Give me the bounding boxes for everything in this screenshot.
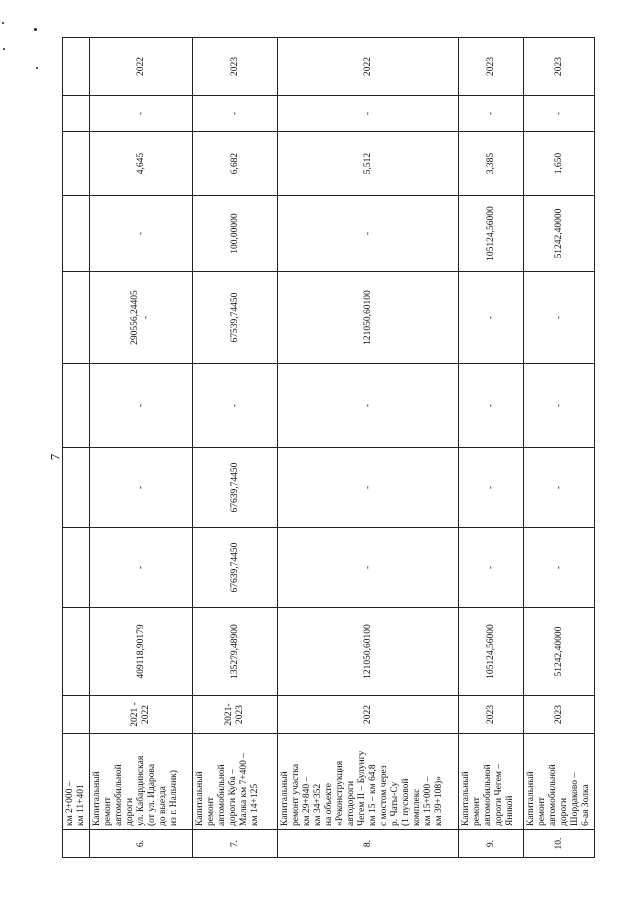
funding-col-4-cell: 121050,60100 <box>278 272 459 364</box>
empty-cell <box>63 196 90 272</box>
scan-speck <box>3 48 5 50</box>
funding-col-4-cell: 67539,74450 <box>193 272 278 364</box>
funding-col-3-cell: - <box>90 364 193 448</box>
length-cell: 5,512 <box>278 132 459 196</box>
funding-col-4-cell: - <box>459 272 524 364</box>
empty-cell <box>63 448 90 528</box>
road-repair-table <box>62 37 595 858</box>
funding-col-1-cell: 67639,74450 <box>193 528 278 608</box>
funding-col-5-cell: - <box>90 196 193 272</box>
table-row-continued <box>63 38 90 858</box>
page-number: 7 <box>47 453 63 461</box>
table-row <box>193 38 278 858</box>
length-cell: 1,650 <box>524 132 595 196</box>
funding-col-1-cell: - <box>459 528 524 608</box>
row-number-cell: 6. <box>90 830 193 858</box>
object-name-cell: Капитальный ремонт автомобильной дороги Куба – Малка км 7+400 – км 14+125 <box>193 734 278 830</box>
funding-col-6-cell: - <box>193 96 278 132</box>
scan-speck <box>36 67 38 69</box>
empty-cell <box>63 696 90 734</box>
row-number-cell: 8. <box>278 830 459 858</box>
length-cell: 4,645 <box>90 132 193 196</box>
completion-year-cell: 2023 <box>459 38 524 96</box>
funding-col-6-cell: - <box>278 96 459 132</box>
funding-col-4-cell: - <box>524 272 595 364</box>
funding-col-3-cell: - <box>278 364 459 448</box>
length-cell: 6,682 <box>193 132 278 196</box>
object-name-cell: Капитальный ремонт автомобильной дороги Шордаково – 6-ая Золка <box>524 734 595 830</box>
completion-year-cell: 2023 <box>193 38 278 96</box>
completion-year-cell: 2022 <box>90 38 193 96</box>
object-name-cell: Капитальный ремонт участка км 29+840 – км 34+352 на объекте «Реконструкция автодороги Чегем II – Булунгу км 15 – км 64,8 с мостом через р. Чаты-Су (1 пусковой комплекс км 15+000 – км 39+108)» <box>278 734 459 830</box>
funding-col-3-cell: - <box>459 364 524 448</box>
funding-col-2-cell: - <box>278 448 459 528</box>
empty-cell <box>63 272 90 364</box>
empty-cell <box>63 364 90 448</box>
period-cell: 2023 <box>459 696 524 734</box>
funding-col-4-cell: 290556,24405 - <box>90 272 193 364</box>
scan-speck <box>2 22 4 24</box>
total-cost-cell: 105124,56000 <box>459 608 524 696</box>
total-cost-cell: 409118,90179 <box>90 608 193 696</box>
row-number-cell: 7. <box>193 830 278 858</box>
object-name-cell: Капитальный ремонт автомобильной дороги ул. Кабардинская (от ул. Идарова до выезда из г. Нальчик) <box>90 734 193 830</box>
empty-cell <box>63 96 90 132</box>
empty-cell <box>63 608 90 696</box>
funding-col-5-cell: - <box>278 196 459 272</box>
funding-col-6-cell: - <box>524 96 595 132</box>
row-number-cell: 9. <box>459 830 524 858</box>
funding-col-1-cell: - <box>524 528 595 608</box>
total-cost-cell: 121050,60100 <box>278 608 459 696</box>
period-cell: 2021 - 2022 <box>90 696 193 734</box>
funding-col-2-cell: 67639,74450 <box>193 448 278 528</box>
empty-cell <box>63 38 90 96</box>
completion-year-cell: 2023 <box>524 38 595 96</box>
funding-col-6-cell: - <box>90 96 193 132</box>
period-cell: 2023 <box>524 696 595 734</box>
empty-cell <box>63 132 90 196</box>
scan-speck <box>34 28 37 31</box>
funding-col-1-cell: - <box>278 528 459 608</box>
object-name-cell: км 2+000 – км 11+401 <box>63 734 90 830</box>
empty-cell <box>63 528 90 608</box>
funding-col-3-cell: - <box>193 364 278 448</box>
funding-col-2-cell: - <box>90 448 193 528</box>
num-cell <box>63 830 90 858</box>
funding-col-2-cell: - <box>524 448 595 528</box>
funding-col-6-cell: - <box>459 96 524 132</box>
funding-col-5-cell: 105124,56000 <box>459 196 524 272</box>
table-body <box>63 38 595 858</box>
row-number-cell: 10. <box>524 830 595 858</box>
table-row <box>524 38 595 858</box>
table-row <box>459 38 524 858</box>
funding-col-3-cell: - <box>524 364 595 448</box>
completion-year-cell: 2022 <box>278 38 459 96</box>
funding-col-1-cell: - <box>90 528 193 608</box>
total-cost-cell: 135279,48900 <box>193 608 278 696</box>
funding-col-2-cell: - <box>459 448 524 528</box>
object-name-cell: Капитальный ремонт автомобильной дороги Чегем – Яникой <box>459 734 524 830</box>
rotated-table-container <box>62 38 591 858</box>
period-cell: 2021- 2023 <box>193 696 278 734</box>
length-cell: 3,385 <box>459 132 524 196</box>
funding-col-5-cell: 51242,40000 <box>524 196 595 272</box>
total-cost-cell: 51242,40000 <box>524 608 595 696</box>
period-cell: 2022 <box>278 696 459 734</box>
table-row <box>278 38 459 858</box>
rotated-table-frame <box>62 38 591 858</box>
funding-col-5-cell: 100,00000 <box>193 196 278 272</box>
table-row <box>90 38 193 858</box>
